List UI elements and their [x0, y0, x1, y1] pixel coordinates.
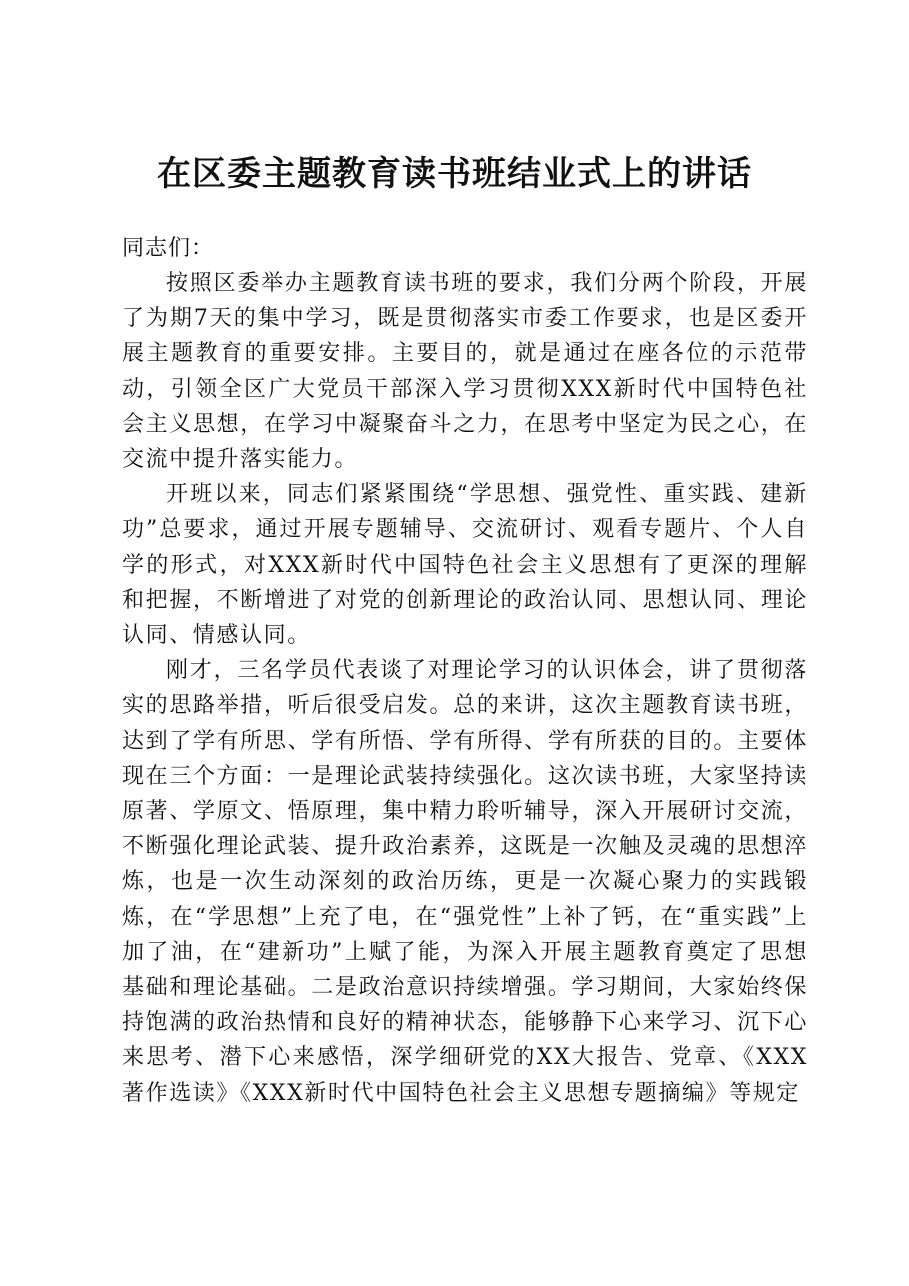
- paragraph-3: 刚才，三名学员代表谈了对理论学习的认识体会，讲了贯彻落实的思路举措，听后很受启发。总的来讲，这次主题教育读书班，达到了学有所思、学有所悟、学有所得、学有所获的目的。主要体现在三个方面：一是理论武装持续强化。这次读书班，大家坚持读原著、学原文、悟原理，集中精力聆听辅导，深入开展研讨交流，不断强化理论武装、提升政治素养，这既是一次触及灵魂的思想淬炼，也是一次生动深刻的政治历练，更是一次凝心聚力的实践锻炼，在“学思想”上充了电，在“强党性”上补了钙，在“重实践”上加了油，在“建新功”上赋了能，为深入开展主题教育奠定了思想基础和理论基础。二是政治意识持续增强。学习期间，大家始终保持饱满的政治热情和良好的精神状态，能够静下心来学习、沉下心来思考、潜下心来感悟，深学细研党的XX大报告、党章、《XXX著作选读》《XXX新时代中国特色社会主义思想专题摘编》等规定: [122, 658, 808, 1106]
- document-title: 在区委主题教育读书班结业式上的讲话: [157, 154, 752, 194]
- document-body: [122, 231, 808, 1111]
- paragraph-1: 按照区委举办主题教育读书班的要求，我们分两个阶段，开展了为期7天的集中学习，既是贯彻落实市委工作要求，也是区委开展主题教育的重要安排。主要目的，就是通过在座各位的示范带动，引领全区广大党员干部深入学习贯彻XXX新时代中国特色社会主义思想，在学习中凝聚奋斗之力，在思考中坚定为民之心，在交流中提升落实能力。: [122, 271, 808, 473]
- greeting: 同志们：: [122, 236, 215, 261]
- paragraph-2: 开班以来，同志们紧紧围绕“学思想、强党性、重实践、建新功”总要求，通过开展专题辅导、交流研讨、观看专题片、个人自学的形式，对XXX新时代中国特色社会主义思想有了更深的理解和把握，不断增进了对党的创新理论的政治认同、思想认同、理论认同、情感认同。: [122, 482, 808, 649]
